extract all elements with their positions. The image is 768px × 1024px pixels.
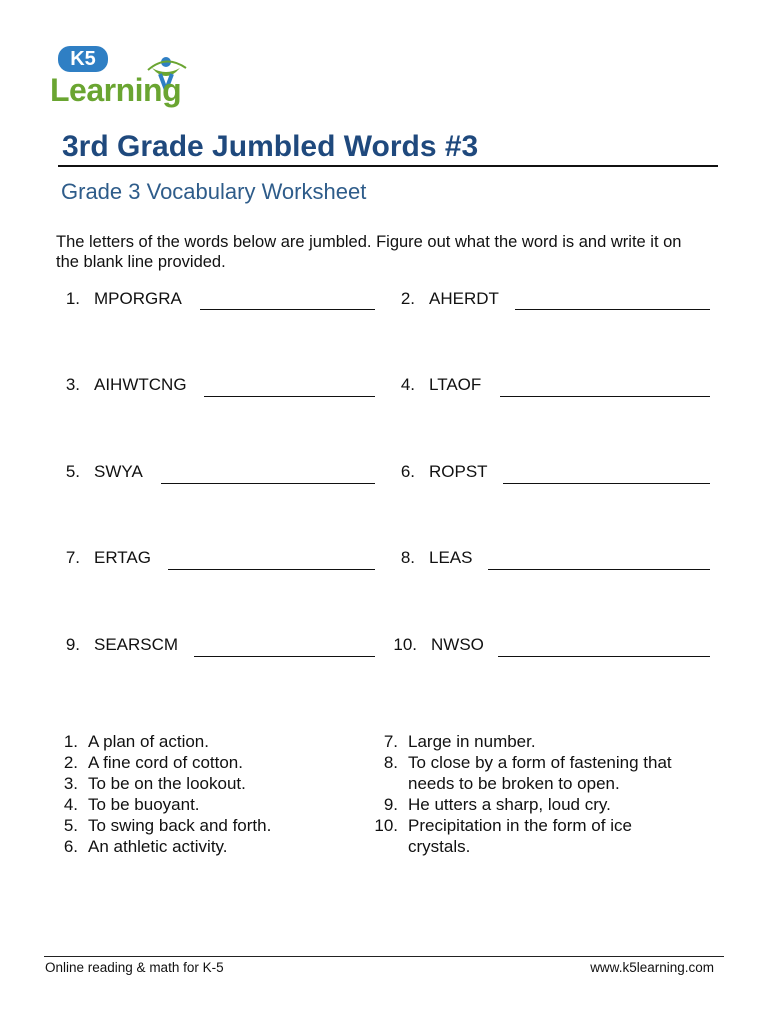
item-number: 6. [400, 462, 415, 481]
answer-line-7[interactable] [168, 569, 375, 570]
item-number: 3. [65, 375, 80, 394]
answer-line-10[interactable] [498, 656, 710, 657]
footer-website-link[interactable]: www.k5learning.com [590, 960, 714, 975]
answer-line-2[interactable] [515, 309, 710, 310]
jumbled-word: LEAS [429, 548, 473, 567]
answer-line-9[interactable] [194, 656, 375, 657]
item-number: 10. [393, 635, 417, 654]
answer-line-3[interactable] [204, 396, 375, 397]
item-number: 1. [65, 289, 80, 308]
item-number: 2. [400, 289, 415, 308]
jumbled-word: AHERDT [429, 289, 499, 308]
clue-item: 10. Precipitation in the form of ice crystals. [374, 816, 632, 856]
title-divider [58, 165, 718, 167]
jumbled-word: NWSO [431, 635, 484, 654]
item-number: 4. [400, 375, 415, 394]
page-title: 3rd Grade Jumbled Words #3 [62, 130, 479, 163]
jumbled-item-5 [60, 462, 143, 482]
jumbled-item-1 [60, 289, 182, 309]
jumbled-item-9 [60, 635, 178, 655]
jumbled-item-2 [393, 289, 499, 309]
footer-divider [44, 956, 724, 957]
jumbled-item-7 [60, 548, 151, 568]
answer-line-8[interactable] [488, 569, 710, 570]
clue-item: 9. He utters a sharp, loud cry. [383, 795, 611, 814]
jumbled-word: ERTAG [94, 548, 151, 567]
clue-item: 3. To be on the lookout. [63, 774, 246, 793]
item-number: 7. [65, 548, 80, 567]
answer-line-6[interactable] [503, 483, 710, 484]
clues-left-column [52, 731, 352, 857]
jumbled-word: AIHWTCNG [94, 375, 187, 394]
instructions-text: The letters of the words below are jumbled. Figure out what the word is and write it on the blank line provided. [56, 233, 682, 271]
clue-item: 1. A plan of action. [63, 732, 209, 751]
k5-badge: K5 [58, 46, 108, 72]
clue-item: 2. A fine cord of cotton. [63, 753, 243, 772]
jumbled-item-3 [60, 375, 187, 395]
answer-line-5[interactable] [161, 483, 375, 484]
jumbled-word: SEARSCM [94, 635, 179, 654]
k5-learning-logo [48, 46, 190, 110]
jumbled-word: LTAOF [429, 375, 482, 394]
answer-line-1[interactable] [200, 309, 375, 310]
clue-item: 5. To swing back and forth. [63, 816, 272, 835]
logo-wordmark: Learning [50, 72, 182, 108]
clue-item: 6. An athletic activity. [63, 837, 228, 856]
jumbled-item-6 [393, 462, 488, 482]
item-number: 9. [65, 635, 80, 654]
footer-tagline: Online reading & math for K-5 [45, 960, 224, 975]
clues-right-column [372, 731, 692, 857]
answer-line-4[interactable] [500, 396, 710, 397]
page-subtitle: Grade 3 Vocabulary Worksheet [61, 179, 367, 204]
clue-item: 7. Large in number. [383, 732, 536, 751]
jumbled-item-8 [393, 548, 472, 568]
jumbled-word: MPORGRA [94, 289, 182, 308]
clue-item: 8. To close by a form of fastening that needs to be broken to open. [383, 753, 672, 793]
jumbled-word: ROPST [429, 462, 488, 481]
jumbled-item-4 [393, 375, 481, 395]
jumbled-item-10 [393, 635, 484, 655]
item-number: 8. [400, 548, 415, 567]
jumbled-word: SWYA [94, 462, 143, 481]
clue-item: 4. To be buoyant. [63, 795, 200, 814]
item-number: 5. [65, 462, 80, 481]
